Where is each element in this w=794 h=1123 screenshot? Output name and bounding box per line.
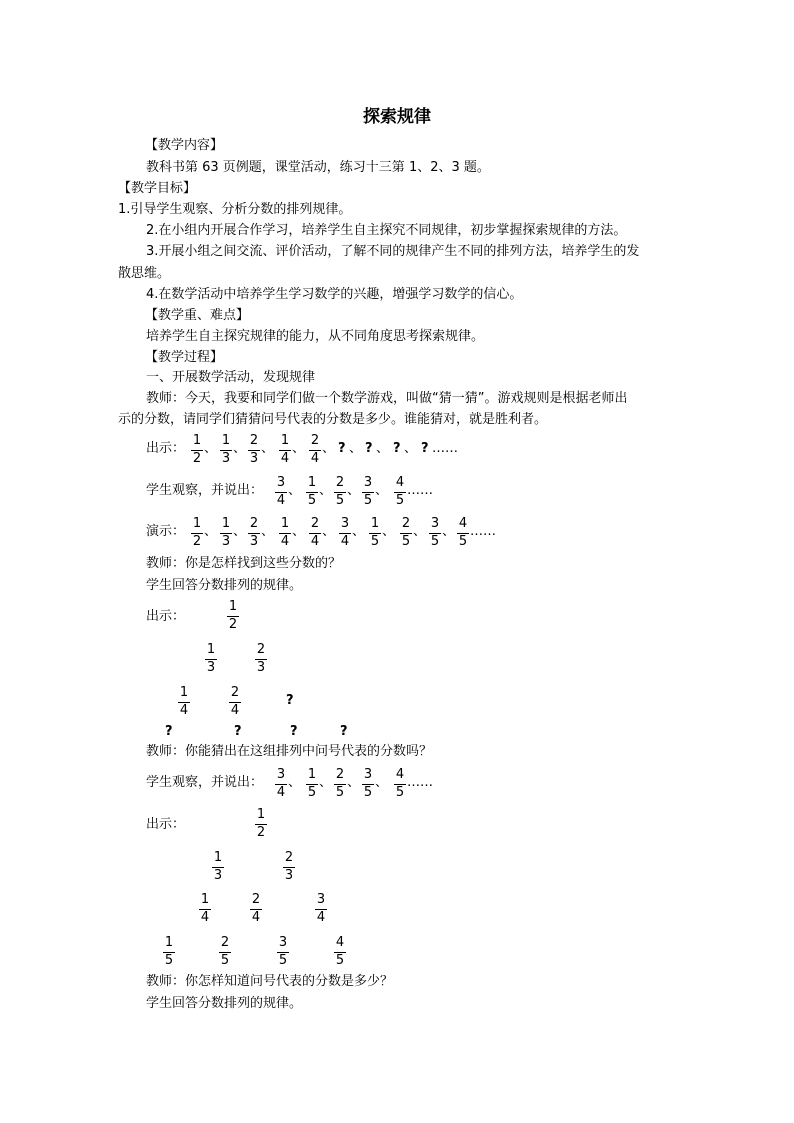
- fraction: [161, 936, 177, 969]
- observe-label: 学生观察，并说出：: [146, 483, 264, 498]
- numerator: 1: [370, 516, 380, 531]
- numerator: 2: [335, 767, 345, 782]
- numerator: 3: [363, 767, 373, 782]
- page-title: 探索规律: [363, 107, 431, 127]
- fraction: [455, 517, 471, 550]
- numerator: 4: [458, 516, 468, 531]
- denominator: 5: [307, 493, 317, 508]
- fraction: [210, 851, 226, 884]
- fraction: [360, 768, 376, 801]
- denominator: 4: [310, 534, 320, 549]
- denominator: 5: [395, 493, 405, 508]
- student-answer: 学生回答分数排列的规律。: [146, 996, 303, 1011]
- numerator: 3: [278, 935, 288, 950]
- numerator: 1: [192, 516, 202, 531]
- fraction: [275, 936, 291, 969]
- separator: 、: [322, 441, 336, 456]
- numerator: 1: [307, 767, 317, 782]
- fraction: [273, 476, 289, 509]
- question-mark: ?: [421, 441, 429, 456]
- fraction: [332, 936, 348, 969]
- section-heading-key-points: 【教学重、难点】: [145, 308, 250, 323]
- separator: 、: [347, 775, 361, 790]
- denominator: 5: [278, 953, 288, 968]
- numerator: 1: [200, 892, 210, 907]
- fraction: [392, 768, 408, 801]
- denominator: 4: [230, 703, 240, 718]
- denominator: 4: [179, 703, 189, 718]
- numerator: 2: [249, 433, 259, 448]
- separator: 、: [204, 441, 218, 456]
- numerator: 2: [310, 516, 320, 531]
- goal-item: 4.在数学活动中培养学生学习数学的兴趣，增强学习数学的信心。: [146, 287, 523, 302]
- numerator: 2: [230, 685, 240, 700]
- numerator: 2: [284, 850, 294, 865]
- fraction: [307, 517, 323, 550]
- separator: 、: [382, 524, 396, 539]
- separator: 、: [413, 524, 427, 539]
- denominator: 4: [340, 534, 350, 549]
- fraction: [277, 434, 293, 467]
- question-mark: ?: [393, 441, 401, 456]
- separator: 、: [375, 483, 389, 498]
- denominator: 4: [276, 493, 286, 508]
- numerator: 4: [395, 475, 405, 490]
- separator: 、: [352, 524, 366, 539]
- numerator: 1: [256, 807, 266, 822]
- question-mark: ?: [286, 693, 294, 708]
- question-mark: ?: [290, 724, 298, 739]
- denominator: 3: [249, 451, 259, 466]
- denominator: 5: [363, 785, 373, 800]
- separator: 、: [261, 524, 275, 539]
- separator: 、: [204, 524, 218, 539]
- numerator: 1: [280, 516, 290, 531]
- numerator: 1: [307, 475, 317, 490]
- numerator: 2: [256, 642, 266, 657]
- goal-item: 1.引导学生观察、分析分数的排列规律。: [118, 202, 352, 217]
- fraction: [197, 893, 213, 926]
- separator: 、: [442, 524, 456, 539]
- numerator: 3: [276, 475, 286, 490]
- separator: 、: [288, 483, 302, 498]
- teacher-question: 教师：你怎样知道问号代表的分数是多少？: [146, 974, 394, 989]
- fraction: [304, 768, 320, 801]
- denominator: 2: [192, 534, 202, 549]
- denominator: 4: [251, 910, 261, 925]
- denominator: 2: [228, 617, 238, 632]
- numerator: 4: [335, 935, 345, 950]
- numerator: 1: [228, 599, 238, 614]
- separator: 、: [322, 524, 336, 539]
- denominator: 5: [220, 953, 230, 968]
- fraction: [304, 476, 320, 509]
- numerator: 2: [249, 516, 259, 531]
- denominator: 4: [280, 451, 290, 466]
- numerator: 1: [221, 516, 231, 531]
- numerator: 1: [192, 433, 202, 448]
- denominator: 5: [363, 493, 373, 508]
- numerator: 4: [395, 767, 405, 782]
- separator: 、: [347, 483, 361, 498]
- fraction: [253, 643, 269, 676]
- fraction: [427, 517, 443, 550]
- ellipsis: ……: [407, 483, 433, 498]
- numerator: 2: [401, 516, 411, 531]
- fraction: [281, 851, 297, 884]
- fraction: [227, 686, 243, 719]
- fraction: [367, 517, 383, 550]
- fraction: [246, 434, 262, 467]
- goal-item: 2.在小组内开展合作学习，培养学生自主探究不同规律，初步掌握探索规律的方法。: [146, 223, 627, 238]
- denominator: 4: [280, 534, 290, 549]
- separator: 、: [233, 441, 247, 456]
- ellipsis: ……: [407, 775, 433, 790]
- teacher-question: 教师：你是怎样找到这些分数的？: [146, 556, 342, 571]
- fraction: [307, 434, 323, 467]
- section-heading-content: 【教学内容】: [145, 138, 224, 153]
- separator: 、: [288, 775, 302, 790]
- key-points-text: 培养学生自主探究规律的能力，从不同角度思考探索规律。: [146, 329, 485, 344]
- denominator: 3: [221, 451, 231, 466]
- student-answer: 学生回答分数排列的规律。: [146, 578, 303, 593]
- numerator: 1: [221, 433, 231, 448]
- show-label: 出示：: [146, 441, 186, 456]
- denominator: 3: [249, 534, 259, 549]
- numerator: 2: [220, 935, 230, 950]
- denominator: 5: [307, 785, 317, 800]
- fraction: [337, 517, 353, 550]
- denominator: 5: [395, 785, 405, 800]
- teacher-intro: 示的分数，请同学们猜猜问号代表的分数是多少。谁能猜对，就是胜利者。: [118, 412, 548, 427]
- denominator: 4: [200, 910, 210, 925]
- separator: 、: [319, 775, 333, 790]
- question-mark: ?: [165, 724, 173, 739]
- fraction: [176, 686, 192, 719]
- separator: 、: [292, 524, 306, 539]
- fraction: [313, 893, 329, 926]
- goal-item: 3.开展小组之间交流、评价活动，了解不同的规律产生不同的排列方法，培养学生的发: [146, 244, 640, 259]
- separator: 、: [375, 775, 389, 790]
- denominator: 5: [401, 534, 411, 549]
- denominator: 3: [284, 868, 294, 883]
- fraction: [246, 517, 262, 550]
- fraction: [218, 434, 234, 467]
- teacher-question: 教师：你能猜出在这组排列中问号代表的分数吗？: [146, 744, 433, 759]
- denominator: 2: [192, 451, 202, 466]
- fraction: [203, 643, 219, 676]
- separator: 、: [233, 524, 247, 539]
- fraction: [332, 768, 348, 801]
- fraction: [189, 434, 205, 467]
- denominator: 3: [206, 660, 216, 675]
- teacher-intro: 教师：今天，我要和同学们做一个数学游戏，叫做“猜一猜”。游戏规则是根据老师出: [146, 391, 628, 406]
- show-label: 出示：: [146, 817, 186, 832]
- separator: 、: [292, 441, 306, 456]
- denominator: 3: [256, 660, 266, 675]
- fraction: [225, 600, 241, 633]
- fraction: [332, 476, 348, 509]
- fraction: [273, 768, 289, 801]
- denominator: 5: [164, 953, 174, 968]
- fraction: [253, 808, 269, 841]
- numerator: 3: [363, 475, 373, 490]
- separator: 、: [261, 441, 275, 456]
- fraction: [218, 517, 234, 550]
- fraction: [189, 517, 205, 550]
- separator: 、: [319, 483, 333, 498]
- question-mark: ?: [340, 724, 348, 739]
- denominator: 5: [370, 534, 380, 549]
- denominator: 5: [458, 534, 468, 549]
- numerator: 1: [280, 433, 290, 448]
- denominator: 5: [335, 493, 345, 508]
- denominator: 3: [221, 534, 231, 549]
- question-mark: ?: [234, 724, 242, 739]
- numerator: 1: [206, 642, 216, 657]
- separator: 、: [376, 441, 390, 456]
- fraction: [248, 893, 264, 926]
- denominator: 5: [335, 953, 345, 968]
- step-heading: 一、开展数学活动，发现规律: [146, 370, 316, 385]
- numerator: 1: [179, 685, 189, 700]
- section-heading-process: 【教学过程】: [145, 350, 224, 365]
- denominator: 2: [256, 825, 266, 840]
- numerator: 2: [335, 475, 345, 490]
- numerator: 3: [276, 767, 286, 782]
- denominator: 4: [276, 785, 286, 800]
- numerator: 2: [251, 892, 261, 907]
- question-mark: ?: [365, 441, 373, 456]
- fraction: [360, 476, 376, 509]
- section-heading-goals: 【教学目标】: [118, 181, 197, 196]
- separator: 、: [349, 441, 363, 456]
- denominator: 4: [316, 910, 326, 925]
- content-text: 教科书第 63 页例题，课堂活动，练习十三第 1、2、3 题。: [146, 160, 490, 175]
- question-mark: ?: [338, 441, 346, 456]
- numerator: 3: [340, 516, 350, 531]
- ellipsis: ……: [432, 441, 458, 456]
- denominator: 5: [335, 785, 345, 800]
- denominator: 5: [430, 534, 440, 549]
- denominator: 4: [310, 451, 320, 466]
- ellipsis: ……: [470, 524, 496, 539]
- separator: 、: [404, 441, 418, 456]
- numerator: 3: [430, 516, 440, 531]
- numerator: 2: [310, 433, 320, 448]
- denominator: 3: [213, 868, 223, 883]
- show-label: 出示：: [146, 609, 186, 624]
- demo-label: 演示：: [146, 524, 186, 539]
- numerator: 3: [316, 892, 326, 907]
- fraction: [277, 517, 293, 550]
- observe-label: 学生观察，并说出：: [146, 775, 264, 790]
- numerator: 1: [213, 850, 223, 865]
- fraction: [392, 476, 408, 509]
- fraction: [217, 936, 233, 969]
- fraction: [398, 517, 414, 550]
- numerator: 1: [164, 935, 174, 950]
- goal-item: 散思维。: [118, 266, 171, 281]
